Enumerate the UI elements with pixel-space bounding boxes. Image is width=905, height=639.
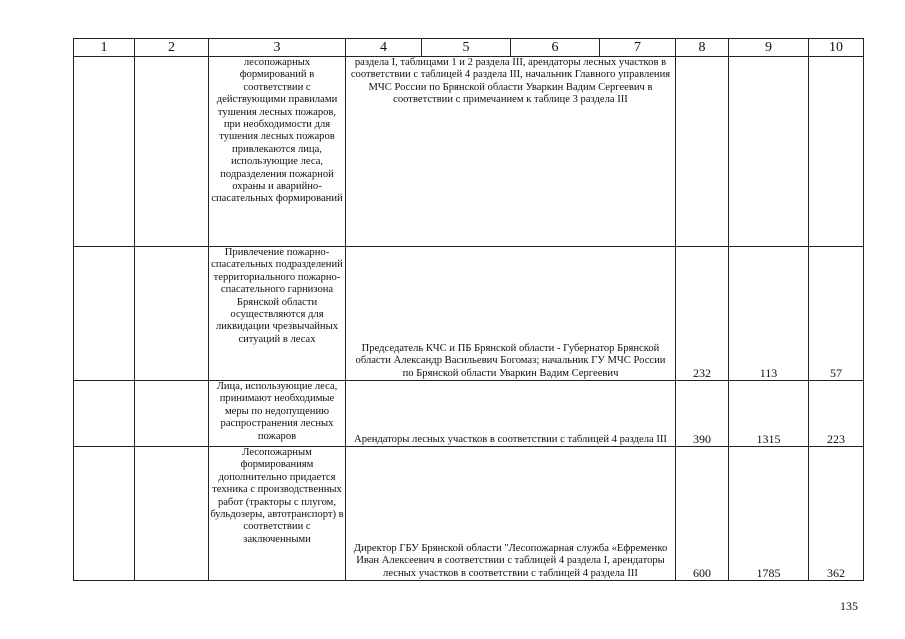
- value-col9-cell: 113: [729, 247, 809, 381]
- value-col10-cell: 57: [809, 247, 864, 381]
- value-col8-cell: [676, 57, 729, 247]
- table-row: [74, 57, 864, 247]
- table-row: [74, 381, 864, 447]
- column-number-row: [74, 39, 864, 57]
- value-col8-cell: 390: [676, 381, 729, 447]
- cell-col2: [135, 57, 209, 247]
- column-header: 9: [729, 39, 809, 57]
- document-table: [73, 38, 864, 581]
- column-header: 7: [600, 39, 676, 57]
- page-number: 135: [840, 599, 858, 613]
- column-header: 6: [511, 39, 600, 57]
- value-col9-cell: 1315: [729, 381, 809, 447]
- measure-description-cell: Лесопожарным формированиям дополнительно придается техника с производственных работ (тракторы с плугом, бульдозеры, автотранспорт) в соответствии с заключенными: [209, 447, 346, 581]
- cell-col1: [74, 381, 135, 447]
- value-col9-cell: 1785: [729, 447, 809, 581]
- responsible-persons-cell: Председатель КЧС и ПБ Брянской области - Губернатор Брянской области Александр Васильевич Богомаз; начальник ГУ МЧС России по Брянской области Уваркин Вадим Сергеевич: [346, 247, 676, 381]
- value-col10-cell: 362: [809, 447, 864, 581]
- cell-col2: [135, 447, 209, 581]
- cell-col2: [135, 247, 209, 381]
- measure-description-cell: Привлечение пожарно-спасательных подразделений территориального пожарно-спасательного гарнизона Брянской области осуществляются для ликвидации чрезвычайных ситуаций в лесах: [209, 247, 346, 381]
- measure-description-cell: Лица, использующие леса, принимают необходимые меры по недопущению распространения лесных пожаров: [209, 381, 346, 447]
- table-row: [74, 247, 864, 381]
- cell-col1: [74, 447, 135, 581]
- responsible-persons-cell: Арендаторы лесных участков в соответствии с таблицей 4 раздела III: [346, 381, 676, 447]
- measure-description-cell: лесопожарных формирований в соответствии с действующими правилами тушения лесных пожаров, при необходимости для тушения лесных пожаров привлекаются лица, использующие леса, подразделения пожарной охраны и аварийно-спасательных формирований: [209, 57, 346, 247]
- value-col10-cell: [809, 57, 864, 247]
- cell-col1: [74, 57, 135, 247]
- value-col9-cell: [729, 57, 809, 247]
- cell-col1: [74, 247, 135, 381]
- cell-col2: [135, 381, 209, 447]
- column-header: 5: [422, 39, 511, 57]
- column-header: 2: [135, 39, 209, 57]
- table-row: [74, 447, 864, 581]
- value-col10-cell: 223: [809, 381, 864, 447]
- value-col8-cell: 600: [676, 447, 729, 581]
- responsible-persons-cell: Директор ГБУ Брянской области "Лесопожарная служба «Ефременко Иван Алексеевич в соответствии с таблицей 4 раздела I, арендаторы лесных участков в соответствии с таблицей 4 раздела III: [346, 447, 676, 581]
- column-header: 4: [346, 39, 422, 57]
- responsible-persons-cell: раздела I, таблицами 1 и 2 раздела III, арендаторы лесных участков в соответствии с таблицей 4 раздела III, начальник Главного управления МЧС России по Брянской области Уваркин Вадим Сергеевич в соответствии с примечанием к таблице 3 раздела III: [346, 57, 676, 247]
- column-header: 1: [74, 39, 135, 57]
- column-header: 10: [809, 39, 864, 57]
- column-header: 8: [676, 39, 729, 57]
- value-col8-cell: 232: [676, 247, 729, 381]
- column-header: 3: [209, 39, 346, 57]
